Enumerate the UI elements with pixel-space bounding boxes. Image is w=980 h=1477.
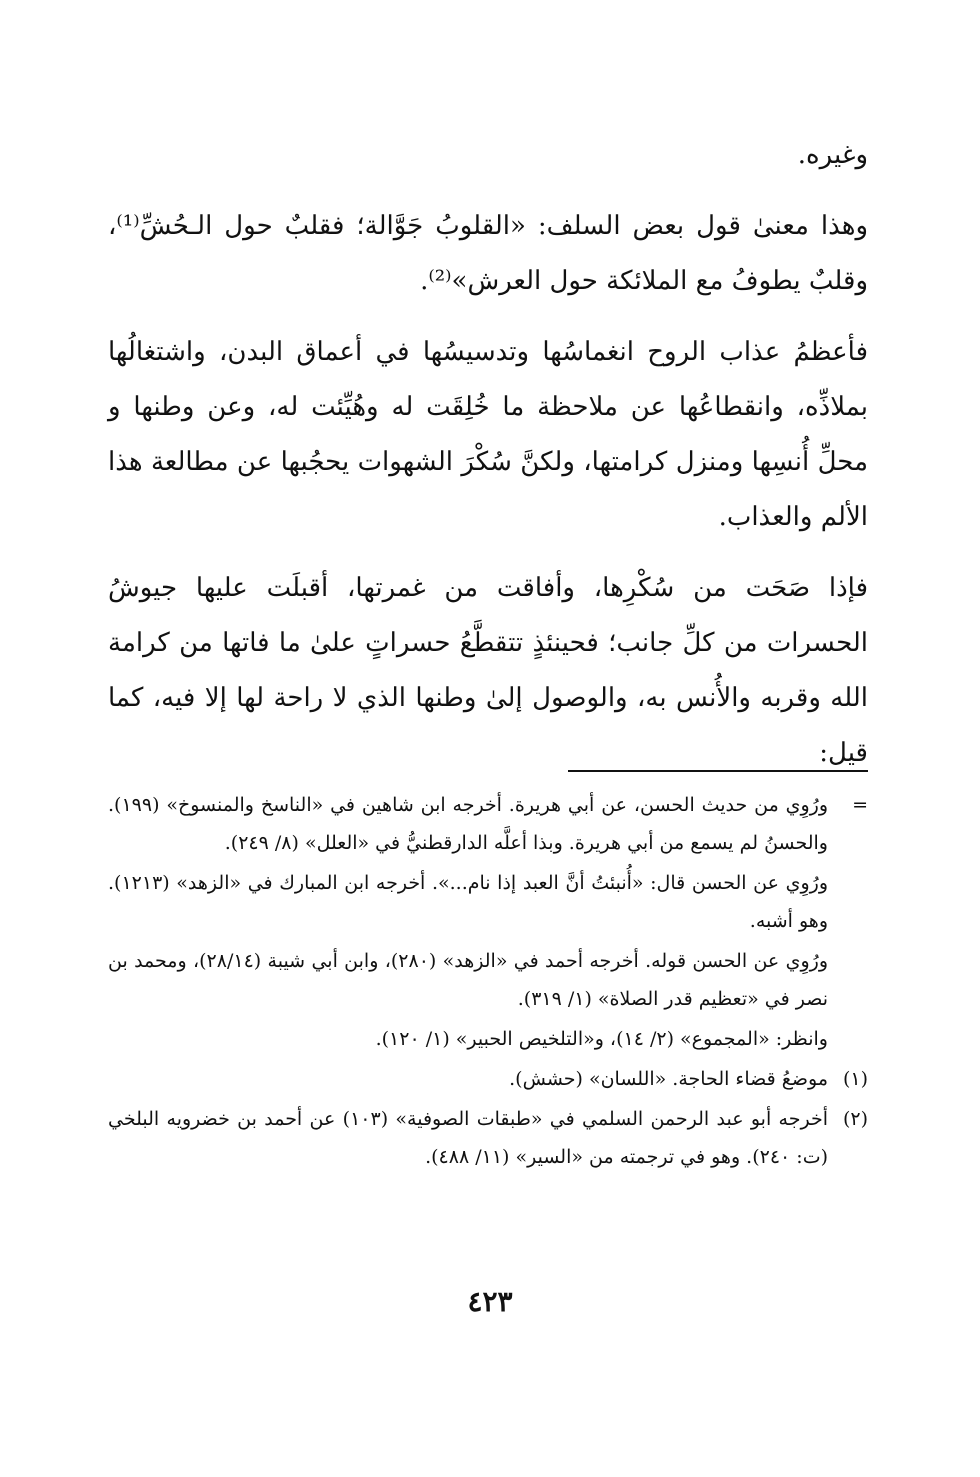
- footnote-marker: =: [852, 794, 868, 816]
- paragraph: فإذا صَحَت من سُكْرِها، وأفاقت من غمرتها، أقبلَت عليها جيوشُ الحسرات من كلِّ جانب؛ فحينئذٍ تتقطَّعُ حسراتٍ علىٰ ما فاتها من كرامة الله وقربه والأُنس به، والوصول إلىٰ وطنها الذي لا راحة لها إلا فيه، كما قيل:: [108, 573, 868, 768]
- footnote-marker: (٢): [842, 1108, 868, 1130]
- footnote: [108, 786, 868, 862]
- footnote-text: ورُوِي عن الحسن قوله. أخرجه أحمد في «الزهد» (٢٨٠)، وابن أبي شيبة (٢٨/١٤)، ومحمد بن نصر في «تعظيم قدر الصلاة» (١/ ٣١٩).: [108, 950, 828, 1010]
- footnote-text: ورُوِي عن الحسن قال: «أُنبئتُ أنَّ العبد إذا نام...». أخرجه ابن المبارك في «الزهد» (١٢١٣). وهو أشبه.: [108, 872, 828, 932]
- footnote-text: وانظر: «المجموع» (٢/ ١٤)، و«التلخيص الحبير» (١/ ١٢٠).: [375, 1028, 828, 1050]
- footnote: [108, 1020, 868, 1058]
- footnote: [108, 942, 868, 1018]
- footnote: [108, 1100, 868, 1176]
- footnote-marker: [828, 1020, 868, 1058]
- footnote-marker: [828, 864, 868, 940]
- page-number: ٤٢٣: [467, 1285, 513, 1318]
- footnote-marker: (١): [842, 1068, 868, 1090]
- footnote: [108, 864, 868, 940]
- footnote-text: موضعُ قضاء الحاجة. «اللسان» (حشش).: [509, 1068, 828, 1090]
- footnote-separator: [568, 770, 868, 772]
- footnote-text: ورُوِي من حديث الحسن، عن أبي هريرة. أخرجه ابن شاهين في «الناسخ والمنسوخ» (١٩٩). والحسنُ لم يسمع من أبي هريرة. وبذا أعلَّه الدارقطنيُّ في «العلل» (٨/ ٢٤٩).: [108, 794, 828, 854]
- footnote: [108, 1060, 868, 1098]
- footnotes: [108, 786, 868, 1178]
- footnote-marker: [828, 942, 868, 1018]
- main-text: [108, 128, 868, 781]
- paragraph: وهذا معنىٰ قول بعض السلف: «القلوبُ جَوَّالة؛ فقلبٌ حول الـحُشِّ⁽¹⁾، وقلبٌ يطوفُ مع الملائكة حول العرش»⁽²⁾.: [108, 211, 868, 296]
- paragraph: فأعظمُ عذاب الروح انغماسُها وتدسيسُها في أعماق البدن، واشتغالُها بملاذِّه، وانقطاعُها عن ملاحظة ما خُلِقَت له وهُيِّئت له، وعن وطنها و محلِّ أُنسِها ومنزل كرامتها، ولكنَّ سُكْرَ الشهوات يحجُبها عن مطالعة هذا الألم والعذاب.: [108, 337, 868, 532]
- footnote-text: أخرجه أبو عبد الرحمن السلمي في «طبقات الصوفية» (١٠٣) عن أحمد بن خضرويه البلخي (ت: ٢٤٠). وهو في ترجمته من «السير» (١١/ ٤٨٨).: [108, 1108, 828, 1168]
- paragraph: وغيره.: [797, 140, 868, 170]
